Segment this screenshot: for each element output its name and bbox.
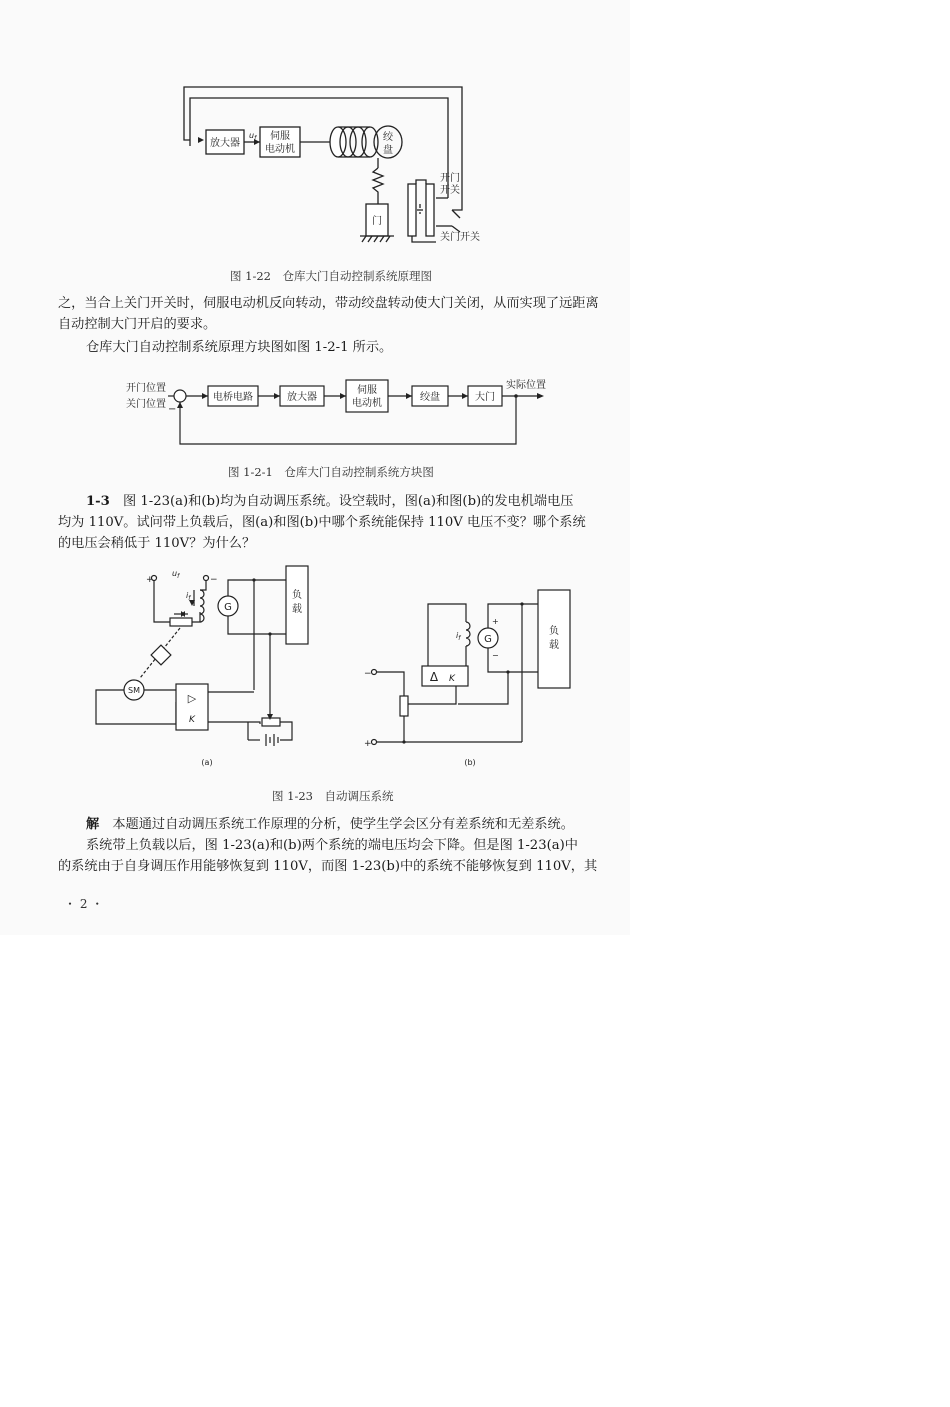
amplifier-label: 放大器: [287, 392, 317, 403]
amplifier-a-gain: K: [189, 715, 195, 725]
uf-label: $u_f$: [172, 569, 180, 580]
problem-line: 均为 110V。试问带上负载后，图(a)和图(b)中哪个系统能保持 110V 电压不变？哪个系统: [58, 515, 586, 530]
input-label-close: 关门位置: [126, 399, 166, 410]
minus-terminal-a: −: [210, 575, 218, 585]
spring: [373, 168, 383, 204]
summing-junction: [174, 390, 186, 402]
problem-line: 的电压会稍低于 110V？为什么？: [58, 536, 256, 551]
minus-terminal-b: −: [364, 669, 372, 679]
amplifier-label: 放大器: [210, 138, 240, 149]
minus-sign: −: [168, 404, 177, 415]
door-label: 门: [372, 216, 382, 227]
paragraph-line: 仓库大门自动控制系统原理方块图如图 1-2-1 所示。: [86, 340, 393, 355]
solution-line: 系统带上负载以后，图 1-23(a)和(b)两个系统的端电压均会下降。但是图 1-23(a)中: [86, 838, 578, 853]
open-switch-label-2: 开关: [440, 185, 460, 196]
field-coil: [200, 580, 206, 590]
figure-1-22-diagram: [170, 80, 500, 250]
servo-motor-label-1: 伺服: [357, 385, 377, 396]
load-a-label-1: 负: [292, 590, 302, 601]
generator-b-plus: +: [492, 617, 499, 626]
generator-a-label: G: [224, 602, 232, 613]
page-number: ・ 2 ・: [64, 897, 104, 911]
figure-1-22-caption: 图 1-22 仓库大门自动控制系统原理图: [230, 269, 432, 283]
reference-potentiometer-a: [262, 718, 280, 726]
amplifier-b-gain: K: [449, 674, 455, 684]
problem-number: 1-3: [86, 494, 110, 509]
bridge-circuit-label: 电桥电路: [213, 392, 253, 403]
input-label-open: 开门位置: [126, 383, 166, 394]
signal-label: $u_f$: [249, 131, 257, 142]
if-label-a: $i_f$: [186, 591, 191, 602]
load-b-label-1: 负: [549, 626, 559, 637]
figure-1-23-circuits: [88, 562, 588, 772]
solution-line: [58, 814, 608, 836]
problem-text: 图 1-23(a)和(b)均为自动调压系统。设空载时，图(a)和图(b)的发电机端电压: [123, 494, 574, 509]
load-b-label-2: 载: [549, 640, 559, 651]
label-a: (a): [201, 758, 213, 767]
generator-b-label: G: [484, 634, 492, 645]
load-a-label-2: 载: [292, 604, 302, 615]
winch-label: 绞盘: [420, 392, 440, 403]
open-switch-label-1: 开门: [440, 173, 460, 184]
label-b: (b): [464, 758, 476, 767]
bridge-potentiometer: [408, 184, 416, 236]
figure-1-23-caption: 图 1-23 自动调压系统: [272, 789, 394, 803]
figure-1-2-1-block-diagram: [120, 378, 550, 450]
servo-motor-label-1: 伺服: [270, 131, 290, 142]
amplifier-a-symbol: ▷: [187, 692, 197, 705]
servo-motor-label: SM: [128, 686, 140, 695]
problem-line: [58, 491, 608, 513]
plus-terminal-a: +: [146, 575, 154, 585]
reference-potentiometer-b: [400, 696, 408, 716]
solution-text: 本题通过自动调压系统工作原理的分析，使学生学会区分有差系统和无差系统。: [112, 817, 574, 832]
output-label: 实际位置: [506, 380, 546, 391]
door-label: 大门: [475, 392, 495, 403]
winch-label-1: 绞: [383, 132, 393, 143]
generator-b-minus: −: [492, 651, 499, 660]
solution-head: 解: [86, 817, 100, 832]
solution-line: 的系统由于自身调压作用能够恢复到 110V，而图 1-23(b)中的系统不能够恢复到 110V，其: [58, 859, 598, 874]
open-switch-blade: [452, 210, 460, 218]
load-b: [538, 590, 570, 688]
servo-motor-label-2: 电动机: [352, 398, 382, 409]
winch-label-2: 盘: [383, 145, 393, 156]
field-rheostat: [170, 618, 192, 626]
amplifier-b-delta: Δ: [429, 670, 439, 684]
amplifier-k-b: [422, 666, 468, 686]
paragraph-line: 自动控制大门开启的要求。: [58, 317, 217, 332]
paragraph-line: 之，当合上关门开关时，伺服电动机反向转动，带动绞盘转动使大门关闭，从而实现了远距离: [58, 296, 599, 311]
figure-1-2-1-caption: 图 1-2-1 仓库大门自动控制系统方块图: [228, 465, 434, 479]
plus-terminal-b: +: [364, 739, 372, 749]
servo-motor-label-2: 电动机: [265, 144, 295, 155]
if-label-b: $i_f$: [456, 631, 461, 642]
close-switch-label: 关门开关: [440, 232, 480, 243]
